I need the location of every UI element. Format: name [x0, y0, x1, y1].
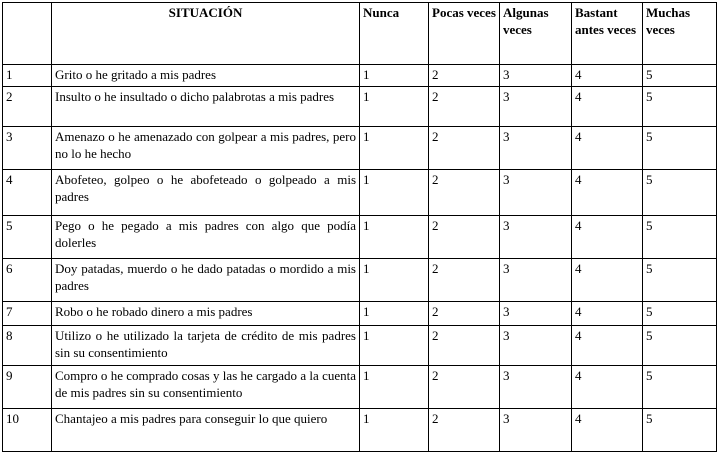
score-nunca: 1: [360, 127, 429, 170]
score-muchas-veces: 5: [643, 87, 717, 127]
score-muchas-veces: 5: [643, 216, 717, 259]
score-algunas-veces: 3: [500, 127, 572, 170]
score-bastantes-veces: 4: [572, 302, 643, 326]
score-algunas-veces: 3: [500, 216, 572, 259]
score-muchas-veces: 5: [643, 170, 717, 216]
header-pocas-veces: Pocas veces: [429, 3, 500, 65]
score-pocas-veces: 2: [429, 409, 500, 452]
score-pocas-veces: 2: [429, 87, 500, 127]
table-row: [3, 302, 717, 326]
survey-table: [2, 2, 717, 452]
score-algunas-veces: 3: [500, 65, 572, 87]
table-row: [3, 409, 717, 452]
survey-container: [2, 2, 717, 452]
score-pocas-veces: 2: [429, 65, 500, 87]
score-nunca: 1: [360, 409, 429, 452]
score-algunas-veces: 3: [500, 409, 572, 452]
score-nunca: 1: [360, 87, 429, 127]
header-row: [3, 3, 717, 65]
score-nunca: 1: [360, 302, 429, 326]
table-row: [3, 216, 717, 259]
score-muchas-veces: 5: [643, 366, 717, 409]
row-number: 3: [3, 127, 52, 170]
row-number: 4: [3, 170, 52, 216]
header-bastantes-veces: Bastant antes veces: [572, 3, 643, 65]
score-bastantes-veces: 4: [572, 366, 643, 409]
row-number: 9: [3, 366, 52, 409]
score-nunca: 1: [360, 259, 429, 302]
score-nunca: 1: [360, 216, 429, 259]
score-nunca: 1: [360, 326, 429, 366]
score-algunas-veces: 3: [500, 170, 572, 216]
score-algunas-veces: 3: [500, 259, 572, 302]
score-bastantes-veces: 4: [572, 259, 643, 302]
table-row: [3, 259, 717, 302]
situation-text: Pego o he pegado a mis padres con algo que podía dolerles: [52, 216, 360, 259]
table-row: [3, 65, 717, 87]
table-row: [3, 326, 717, 366]
score-pocas-veces: 2: [429, 216, 500, 259]
score-nunca: 1: [360, 65, 429, 87]
score-muchas-veces: 5: [643, 302, 717, 326]
score-pocas-veces: 2: [429, 127, 500, 170]
score-muchas-veces: 5: [643, 409, 717, 452]
score-pocas-veces: 2: [429, 366, 500, 409]
table-row: [3, 170, 717, 216]
score-bastantes-veces: 4: [572, 127, 643, 170]
score-muchas-veces: 5: [643, 127, 717, 170]
score-bastantes-veces: 4: [572, 87, 643, 127]
score-nunca: 1: [360, 366, 429, 409]
score-pocas-veces: 2: [429, 326, 500, 366]
row-number: 5: [3, 216, 52, 259]
situation-text: Doy patadas, muerdo o he dado patadas o mordido a mis padres: [52, 259, 360, 302]
header-algunas-veces: Algunas veces: [500, 3, 572, 65]
score-muchas-veces: 5: [643, 65, 717, 87]
situation-text: Utilizo o he utilizado la tarjeta de crédito de mis padres sin su consentimiento: [52, 326, 360, 366]
header-nunca: Nunca: [360, 3, 429, 65]
situation-text: Chantajeo a mis padres para conseguir lo que quiero: [52, 409, 360, 452]
table-row: [3, 87, 717, 127]
score-bastantes-veces: 4: [572, 216, 643, 259]
score-bastantes-veces: 4: [572, 326, 643, 366]
score-algunas-veces: 3: [500, 87, 572, 127]
score-bastantes-veces: 4: [572, 409, 643, 452]
situation-text: Amenazo o he amenazado con golpear a mis padres, pero no lo he hecho: [52, 127, 360, 170]
row-number: 8: [3, 326, 52, 366]
situation-text: Compro o he comprado cosas y las he cargado a la cuenta de mis padres sin su consentimiento: [52, 366, 360, 409]
row-number: 1: [3, 65, 52, 87]
score-algunas-veces: 3: [500, 302, 572, 326]
score-nunca: 1: [360, 170, 429, 216]
header-situacion: SITUACIÓN: [52, 3, 360, 65]
row-number: 2: [3, 87, 52, 127]
situation-text: Insulto o he insultado o dicho palabrotas a mis padres: [52, 87, 360, 127]
row-number: 7: [3, 302, 52, 326]
row-number: 10: [3, 409, 52, 452]
score-muchas-veces: 5: [643, 259, 717, 302]
score-muchas-veces: 5: [643, 326, 717, 366]
situation-text: Grito o he gritado a mis padres: [52, 65, 360, 87]
score-pocas-veces: 2: [429, 302, 500, 326]
header-muchas-veces: Muchas veces: [643, 3, 717, 65]
situation-text: Robo o he robado dinero a mis padres: [52, 302, 360, 326]
score-algunas-veces: 3: [500, 326, 572, 366]
score-algunas-veces: 3: [500, 366, 572, 409]
row-number: 6: [3, 259, 52, 302]
score-bastantes-veces: 4: [572, 65, 643, 87]
table-row: [3, 127, 717, 170]
score-pocas-veces: 2: [429, 259, 500, 302]
situation-text: Abofeteo, golpeo o he abofeteado o golpeado a mis padres: [52, 170, 360, 216]
header-index: [3, 3, 52, 65]
table-row: [3, 366, 717, 409]
score-pocas-veces: 2: [429, 170, 500, 216]
score-bastantes-veces: 4: [572, 170, 643, 216]
